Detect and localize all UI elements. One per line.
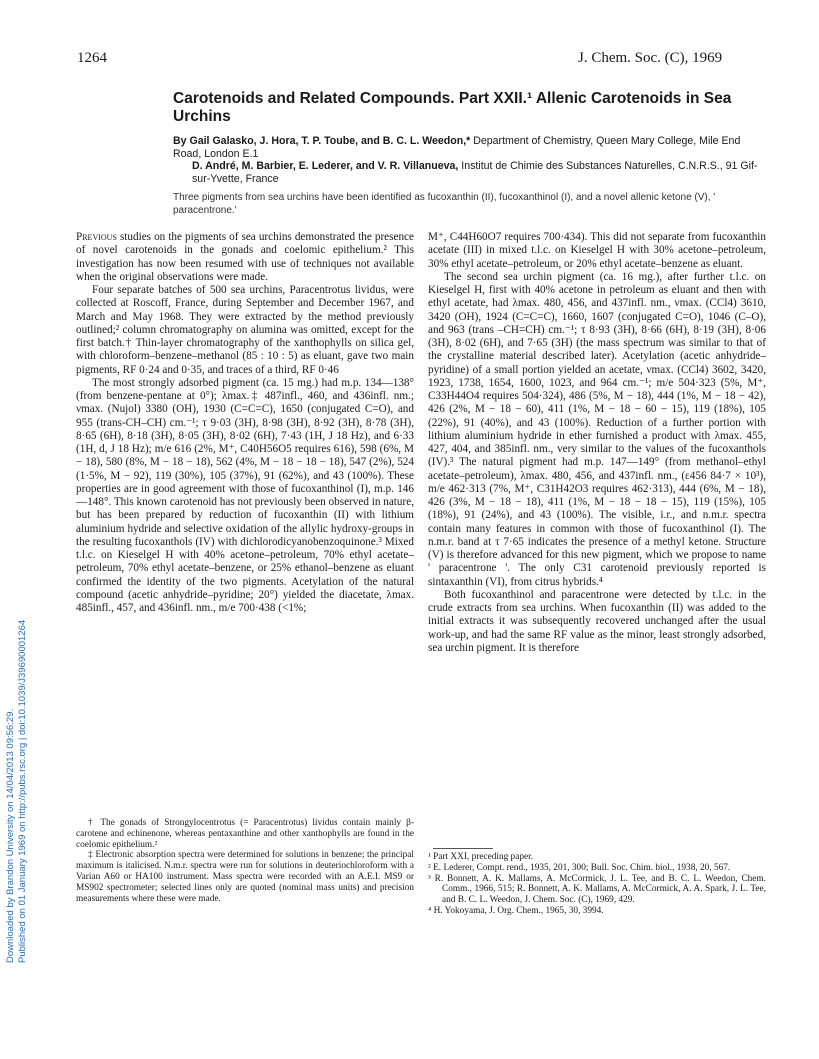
author-block-2 [192,160,767,185]
body-column-left [76,231,414,615]
paragraph: Both fucoxanthinol and paracentrone were detected by t.l.c. in the crude extracts from sea urchins. When fucoxanthin (II) was added to the initial extracts it was subsequently recovered unchanged after the usual work-up, and had the same RF value as the minor, least strongly adsorbed, sea urchin pigment. It is therefore [428,588,766,654]
body-column-right [428,231,766,655]
download-notice[interactable]: Downloaded by Brandon University on 14/04/2013 09:56:29. [5,708,16,963]
reference-divider [433,848,493,849]
paragraph: Previous studies on the pigments of sea urchins demonstrated the presence of novel carotenoids in the gonads and coelomic epithelium.² This investigation has now been resumed with use of techniques not available when the original observations were made. [76,231,414,283]
footnote-dagger: † The gonads of Strongylocentrotus (= Paracentrotus) lividus contain mainly β-carotene and echinenone, whereas pentaxanthine and other xanthophylls are found in the coelomic epithelium.² [76,818,414,850]
author-affiliation-2: Institut de Chimie des Substances Naturelles, C.N.R.S., 91 Gif-sur-Yvette, France [192,160,758,185]
paragraph: The second sea urchin pigment (ca. 16 mg.), after further t.l.c. on Kieselgel H, first with 40% acetone in petroleum as eluant and then with ethyl acetate, had λmax. 480, 456, and 437infl. nm., νmax. (CCl4) 3610, 3420 (OH), 1924 (C=C=C), 1660, 1607 (conjugated C=O), 1046 (C–O), and 963 (trans –CH=CH) cm.⁻¹; τ 8·93 (3H), 8·66 (6H), 8·19 (3H), 8·06 (3H), 8·02 (6H), and 7·65 (3H) (the mass spectrum was similar to that of the crystalline material described later). Acetylation (acetic anhydride–pyridine) of a small portion yielded an acetate, νmax. (CCl4) 3602, 3420, 1923, 1738, 1654, 1600, 1023, and 964 cm.⁻¹; m/e 504·323 (5%, M⁺, C33H44O4 requires 504·324), 486 (5%, M − 18), 444 (1%, M − 18 − 42), 426 (2%, M − 18 − 60), 411 (1%, M − 18 − 60 − 15), 119 (18%), 105 (22%), 91 (40%), and 43 (100%). Reduction of a further portion with lithium aluminium hydride in ether furnished a product with λmax. 455, 427, 404, and 385infl. nm., very similar to the values of the fucoxanthols (IV).³ The natural pigment had m.p. 147—149° (from methanol–ethyl acetate–petroleum), λmax. 480, 456, and 437infl. nm., (ε456 84·7 × 10³), m/e 462·313 (7%, M⁺, C31H42O3 requires 462·313), 444 (6%, M − 18), 426 (3%, M − 18 − 18), 411 (1%, M − 18 − 18 − 15), 119 (15%), 105 (18%), 91 (24%), and 43 (100%). The visible, i.r., and n.m.r. spectra contain many features in common with those of fucoxanthinol (I). The n.m.r. band at τ 7·65 indicates the presence of a methyl ketone. Structure (V) is therefore advanced for this new pigment, which we propose to name ' paracentrone '. The only C31 carotenoid previously reported is sintaxanthin (VI), from citrus hybrids.⁴ [428,270,766,588]
download-watermark [5,605,27,965]
author-block-1 [173,135,763,160]
abstract: Three pigments from sea urchins have been identified as fucoxanthin (II), fucoxanthinol (I), and a novel allenic ketone (V), ' paracentrone.' [173,192,716,216]
reference-item: ³ R. Bonnett, A. K. Mallams, A. McCormick, J. L. Tee, and B. C. L. Weedon, Chem. Comm., 1966, 515; R. Bonnett, A. K. Mallams, A. McCormick, A. A. Spark, J. L. Tee, and B. C. L. Weedon, J. Chem. Soc. (C), 1969, 429. [428,873,766,906]
paragraph: Four separate batches of 500 sea urchins, Paracentrotus lividus, were collected at Roscoff, France, during September and December 1967, and March and May 1968. They were extracted by the method previously outlined;² column chromatography on alumina was omitted, except for the first batch.† Thin-layer chromatography of the xanthophylls on silica gel, with chloroform–benzene–methanol (85 : 10 : 5) as eluant, gave two main pigments, RF 0·24 and 0·35, and traces of a third, RF 0·46 [76,284,414,376]
page-number: 1264 [77,50,107,66]
author-affiliation-1: Department of Chemistry, Queen Mary College, Mile End Road, London E.1 [173,135,741,160]
author-names-1: By Gail Galasko, J. Hora, T. P. Toube, and B. C. L. Weedon,* [173,135,471,147]
reference-item: ⁴ H. Yokoyama, J. Org. Chem., 1965, 30, 3994. [428,905,604,916]
footnote-double-dagger: ‡ Electronic absorption spectra were determined for solutions in benzene; the principal maximum is italicised. N.m.r. spectra were run for solutions in deuteriochloroform with a Varian A60 or HA100 instrument. Mass spectra were recorded with an A.E.I. MS9 or MS902 spectrometer; selected lines only are quoted (nominal mass units) and precision measurements where these were made. [76,850,414,904]
lead-word: Previous [76,231,117,243]
reference-item: ¹ Part XXI, preceding paper. [428,852,534,862]
doi-link[interactable]: Published on 01 January 1969 on http://pubs.rsc.org | doi:10.1039/J39690001264 [17,619,28,963]
paragraph: M⁺, C44H60O7 requires 700·434). This did not separate from fucoxanthin acetate (III) in mixed t.l.c. on Kieselgel H with 30% acetone–petroleum, 30% ethyl acetate–petroleum, or 20% ethyl acetate–benzene as eluant. [428,231,766,270]
article-title: Carotenoids and Related Compounds. Part XXII.¹ Allenic Carotenoids in Sea Urchins [173,90,732,125]
journal-citation: J. Chem. Soc. (C), 1969 [578,50,723,66]
footnotes [76,818,414,904]
paragraph: The most strongly adsorbed pigment (ca. 15 mg.) had m.p. 134—138° (from benzene-pentane at 0°); λmax.‡ 487infl., 460, and 436infl. nm.; νmax. (Nujol) 3380 (OH), 1930 (C=C=C), 1650 (conjugated C=O), and 955 (trans-CH–CH) cm.⁻¹; τ 9·03 (3H), 8·98 (3H), 8·92 (3H), 8·78 (3H), 8·65 (6H), 8·18 (3H), 8·05 (3H), 8·02 (6H), 7·43 (1H, J 18 Hz), and 6·33 (1H, d, J 18 Hz); m/e 616 (2%, M⁺, C40H56O5 requires 616), 598 (6%, M − 18), 580 (8%, M − 18 − 18), 562 (4%, M − 18 − 18 − 18), 547 (2%), 524 (1·5%, M − 92), 119 (30%), 105 (37%), 91 (62%), and 43 (100%). These properties are in good agreement with those of fucoxanthinol (I), m.p. 146—148°. This known carotenoid has not previously been observed in nature, but has been prepared by reduction of fucoxanthin (II) with lithium aluminium hydride and selective oxidation of the allylic hydroxy-groups in the resulting fucoxanthols (IV) with dichlorodicyanobenzoquinone.³ Mixed t.l.c. on Kieselgel H with 40% acetone–petroleum, 70% ethyl acetate–petroleum, 70% ethyl acetate–benzene, or 25% ethanol–benzene as eluant confirmed the identity of the two pigments. Acetylation of the natural compound (acetic anhydride–pyridine; 20°) yielded the diacetate, λmax. 485infl., 457, and 436infl. nm., m/e 700·438 (<1%; [76,376,414,614]
author-names-2: D. André, M. Barbier, E. Lederer, and V. R. Villanueva, [192,160,459,172]
references [428,852,766,917]
reference-item: ² E. Lederer, Compt. rend., 1935, 201, 300; Bull. Soc. Chim. biol., 1938, 20, 567. [428,862,731,873]
